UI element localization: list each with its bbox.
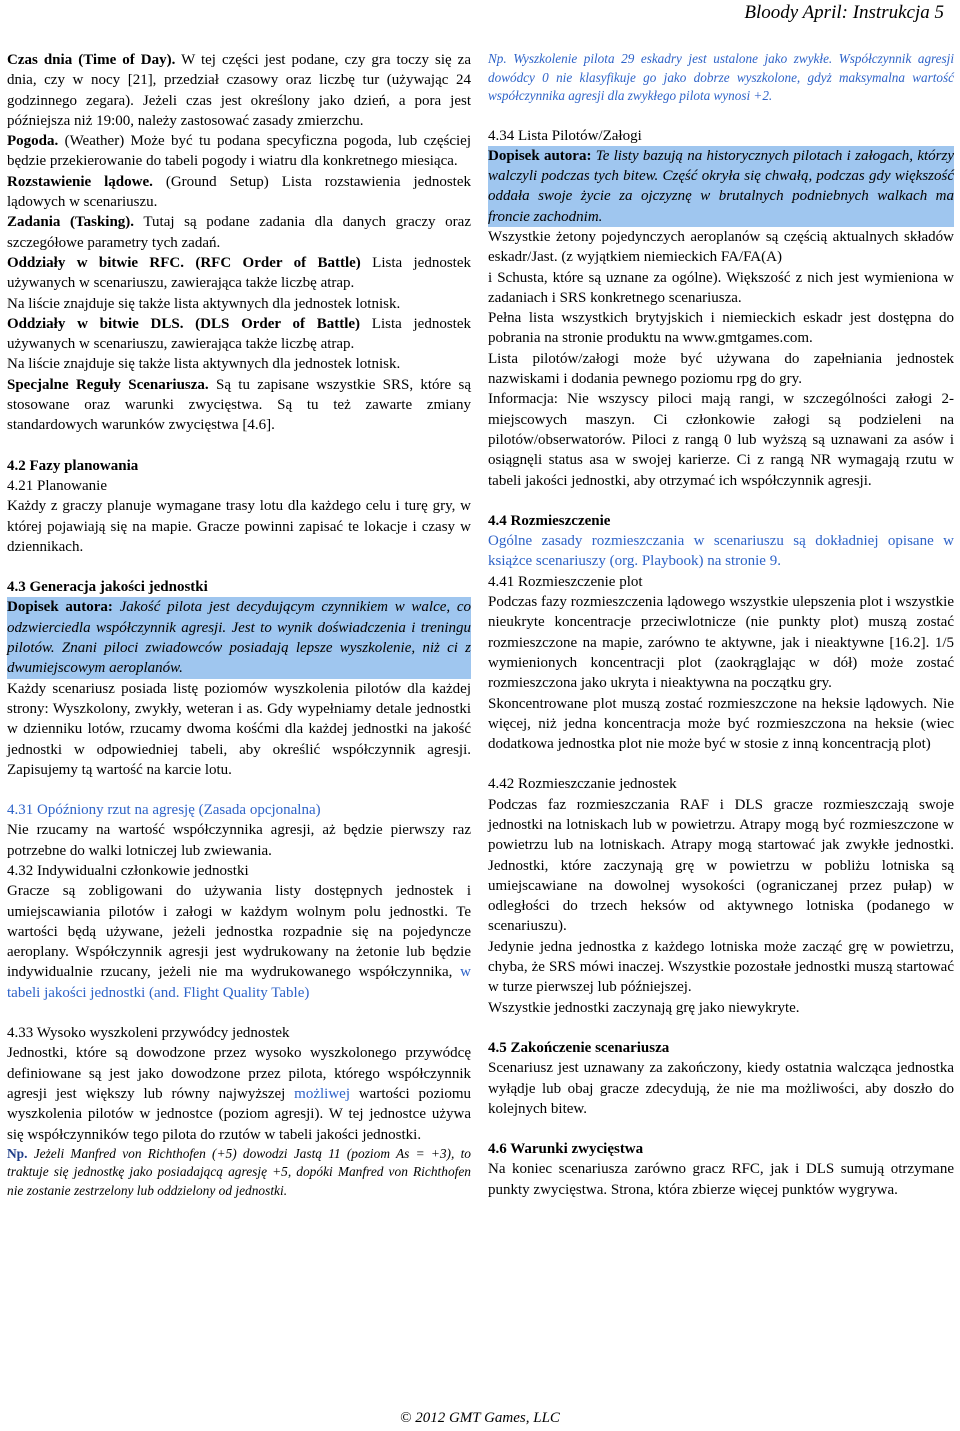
section-4-42-p1: Podczas faz rozmieszczania RAF i DLS gracze rozmieszczają swoje jednostki na lotniskach lub w powietrzu. Atrapy mogą być rozmieszczone w powietrzu lub na lotniskach. Atrapy mogą startować jak zwykłe jednostki. Jednostki, które zaczynają grę w powietrzu w pobliżu lotniska są umiejscawiane na dowolnej wysokości (ograniczanej przez pułap) w odległości do trzech heksów od aktywnego lotniska (podanego w scenariuszu). — [488, 796, 954, 935]
section-4-3-text: Każdy scenariusz posiada listę poziomów wyszkolenia pilotów dla każdej strony: Wyszkolony, zwykły, weteran i as. Gdy wypełniamy detale jednostki w dzienniku lotów, rzucamy dwoma kośćmi dla każdej jednostki na jakość jednostki w odpowiedniej tabeli, aby określić współczynnik agresji. Zapisujemy tą wartość na karcie lotu. — [7, 680, 471, 778]
page-footer: © 2012 GMT Games, LLC — [400, 1410, 560, 1426]
section-4-34-p3: Pełna lista wszystkich brytyjskich i niemieckich eskadr jest dostępna do pobrania na stronie produktu na www.gmtgames.com. — [488, 310, 954, 347]
section-4-21-heading: 4.21 Planowanie — [7, 477, 107, 494]
paragraph-ground-setup: Rozstawienie lądowe. (Ground Setup) Lista rozstawienia jednostek lądowych w scenariuszu. — [7, 173, 471, 211]
section-4-41-p1: Podczas fazy rozmieszczenia lądowego wszystkie ulepszenia plot i wszystkie nieukryte koncentracje przeciwlotnicze (nie punkty plot) muszą zostać rozmieszczone na mapie, zarówno te aktywne, jak i nieaktywne [16.2]. 1/5 wymienionych koncentracji plot (zaokrąglając w dół) może zostać rozmieszczona jako ukryta i nieaktywna na początku gry. — [488, 594, 954, 692]
section-4-42-p3: Wszystkie jednostki zaczynają grę jako niewykryte. — [488, 999, 800, 1016]
section-4-32-heading: 4.32 Indywidualni członkowie jednostki — [7, 862, 249, 879]
section-4-33-heading: 4.33 Wysoko wyszkoleni przywódcy jednostek — [7, 1025, 290, 1042]
section-4-31-heading: 4.31 Opóźniony rzut na agresję (Zasada opcjonalna) — [7, 802, 321, 819]
example-note-top: Np. Wyszkolenie pilota 29 eskadry jest ustalone jako zwykłe. Współczynnik agresji dowódcy 0 nie klasyfikuje go jako dobrze wyszkolone, gdyż maksymalna wartość współczynnika agresji dla zwykłego pilota wynosi +2. — [488, 51, 954, 103]
paragraph-tasking: Zadania (Tasking). Tutaj są podane zadania dla danych graczy oraz szczegółowe parametry tych zadań. — [7, 214, 471, 251]
page-header: Bloody April: Instrukcja 5 — [744, 2, 944, 23]
paragraph-rfc-oob: Oddziały w bitwie RFC. (RFC Order of Battle) Lista jednostek używanych w scenariuszu, zawierająca także liczbę atrap. — [7, 254, 471, 292]
section-4-34-heading: 4.34 Lista Pilotów/Załogi — [488, 127, 642, 144]
paragraph-weather: Pogoda. (Weather) Może być tu podana specyficzna pogoda, lub częściej będzie przekierowanie do tabeli pogody i wiatru dla konkretnego miesiąca. — [7, 133, 471, 170]
left-column — [7, 50, 471, 1200]
paragraph-rfc-note: Na liście znajduje się także lista aktywnych dla jednostek lotnisk. — [7, 295, 401, 312]
right-column — [488, 50, 954, 1200]
section-4-41-p2: Skoncentrowane plot muszą zostać rozmieszczone na heksie lądowych. Nie więcej, niż jedna koncentracja może być rozmieszczona na heksie (wiec dodatkowa jednostka plot nie może być w stosie z inną koncentracją plot) — [488, 695, 954, 753]
section-4-4-heading: 4.4 Rozmieszczenie — [488, 512, 611, 529]
section-4-41-heading: 4.41 Rozmieszczenie plot — [488, 573, 643, 590]
section-4-34-p1: Wszystkie żetony pojedynczych aeroplanów są częścią aktualnych składów eskadr/Jast. (z wyjątkiem niemieckich FA/FA(A) — [488, 228, 954, 266]
section-4-21-text: Każdy z graczy planuje wymagane trasy lotu dla każdego celu i turę gry, w której pojawiają się na mapie. Gracze powinni zapisać te lokacje i czasy w dziennikach. — [7, 498, 471, 555]
section-4-33-text: Jednostki, które są dowodzone przez wysoko wyszkolonego przywódcę definiowane są jest jako dowodzone przez pilota, którego współczynnik agresji jest większy lub równy najwyższej możliwej wartości poziomu wyszkolenia pilotów w jednostce (poziom agresji). W tej jednostce używa się współczynników tego pilota do rzutów w tabeli jakości jednostki. — [7, 1045, 471, 1143]
paragraph-time-of-day: Czas dnia (Time of Day). W tej części jest podane, czy gra toczy się za dnia, czy w nocy [21], przedział czasowy oraz liczbę tur (używając 24 godzinnego zegara). Jeżeli czas jest określony jako dzień, a pora jest późniejsza niż 19:00, należy zastosować zasady zmierzchu. — [7, 52, 471, 129]
section-4-4-text: Ogólne zasady rozmieszczania w scenariuszu są dokładniej opisane w książce scenariuszy (org. Playbook) na stronie 9. — [488, 533, 954, 570]
section-4-6-heading: 4.6 Warunki zwycięstwa — [488, 1141, 644, 1158]
section-4-34-p5: Informacja: Nie wszyscy piloci mają rangi, w szczególności załogi 2-miejscowych maszyn. Ci członkowie załogi są podzieleni na pilotów/obserwatorów. Piloci z rangą 0 lub wyższą są uznawani za asów i osiągnęli status asa w swojej karierze. Ci z rangą NR wymagają rzutu w tabeli jakości jednostki, aby otrzymać ich współczynnik agresji. — [488, 391, 954, 489]
section-4-3-heading: 4.3 Generacja jakości jednostki — [7, 579, 208, 596]
section-4-5-heading: 4.5 Zakończenie scenariusza — [488, 1039, 670, 1056]
author-note-4-34: Dopisek autora: Te listy bazują na historycznych pilotach i załogach, którzy walczyli podczas tych bitew. Część okryła się chwałą, podczas gdy większość oddała swoje życie za ojczyznę w brutalnych podniebnych walkach ma froncie zachodnim. — [488, 146, 954, 227]
section-4-5-text: Scenariusz jest uznawany za zakończony, kiedy ostatnia walcząca jednostka wyłądje lub obaj gracze zdecydują, że nie ma możliwości, aby doszło do kolejnych bitew. — [488, 1060, 954, 1117]
section-4-42-p2: Jedynie jedna jednostka z każdego lotniska może zacząć grę w powietrzu, chyba, że SRS mówi inaczej. Wszystkie pozostałe jednostki muszą startować w turze pierwszej lub późniejszej. — [488, 938, 954, 996]
section-4-6-text: Na koniec scenariusza zarówno gracz RFC, jak i DLS sumują otrzymane punkty zwycięstwa. Strona, która zbierze więcej punktów wygrywa. — [488, 1161, 954, 1198]
section-4-34-p2: i Schusta, które są uznane za ogólne). Większość z nich jest wymieniona w zadaniach i SRS konkretnego scenariusza. — [488, 269, 954, 306]
flight-quality-table-link[interactable]: w tabeli jakości jednostki (and. Flight Quality Table) — [7, 964, 471, 1001]
paragraph-ssr: Specjalne Reguły Scenariusza. Są tu zapisane wszystkie SRS, które są stosowane oraz warunki zwycięstwa. Są tu też zawarte zmiany standardowych warunków zwycięstwa [4.6]. — [7, 376, 472, 434]
section-4-42-heading: 4.42 Rozmieszczanie jednostek — [488, 776, 677, 793]
section-4-34-p4: Lista pilotów/załogi może być używana do zapełniania jednostek nazwiskami i dodania pewnego poziomu rpg do gry. — [488, 350, 954, 388]
section-4-2-heading: 4.2 Fazy planowania — [7, 457, 139, 474]
example-note-4-33: Np. Jeżeli Manfred von Richthofen (+5) dowodzi Jastą 11 (poziom As = +3), to traktuje się jednostkę jako posiadającą agresję +5, dopóki Manfred von Richthofen nie zostanie zestrzelony lub oddzielony od jednostki. — [7, 1145, 471, 1198]
paragraph-dls-oob: Oddziały w bitwie DLS. (DLS Order of Battle) Lista jednostek używanych w scenariuszu, zawierająca także liczbę atrap. — [7, 315, 471, 353]
section-4-32-text: Gracze są zobligowani do używania listy dostępnych jednostek i umiejscawiania pilotów i załogi w każdym wolnym polu jednostki. Te wartości będą używane, jeżeli jednostka rozpadnie się na pojedyncze aeroplany. Współczynnik agresji jest wydrukowany na żetonie lub będzie indywidualnie rzucany, jeżeli nie ma wydrukowanego współczynnika, w tabeli jakości jednostki (and. Flight Quality Table) — [7, 883, 471, 1001]
section-4-31-text: Nie rzucamy na wartość współczynnika agresji, aż będzie pierwszy raz potrzebne do walki lotniczej lub zwiewania. — [7, 822, 471, 859]
author-note-4-3: Dopisek autora: Jakość pilota jest decydującym czynnikiem w walce, co odzwierciedla współczynnik agresji. Jest to wynik doświadczenia i treningu pilotów. Znani piloci zwiadowców posiadają lepsze wyszkolenie, niż ci z dwumiejscowym aeroplanów. — [7, 597, 471, 678]
paragraph-dls-note: Na liście znajduje się także lista aktywnych dla jednostek lotnisk. — [7, 356, 401, 373]
